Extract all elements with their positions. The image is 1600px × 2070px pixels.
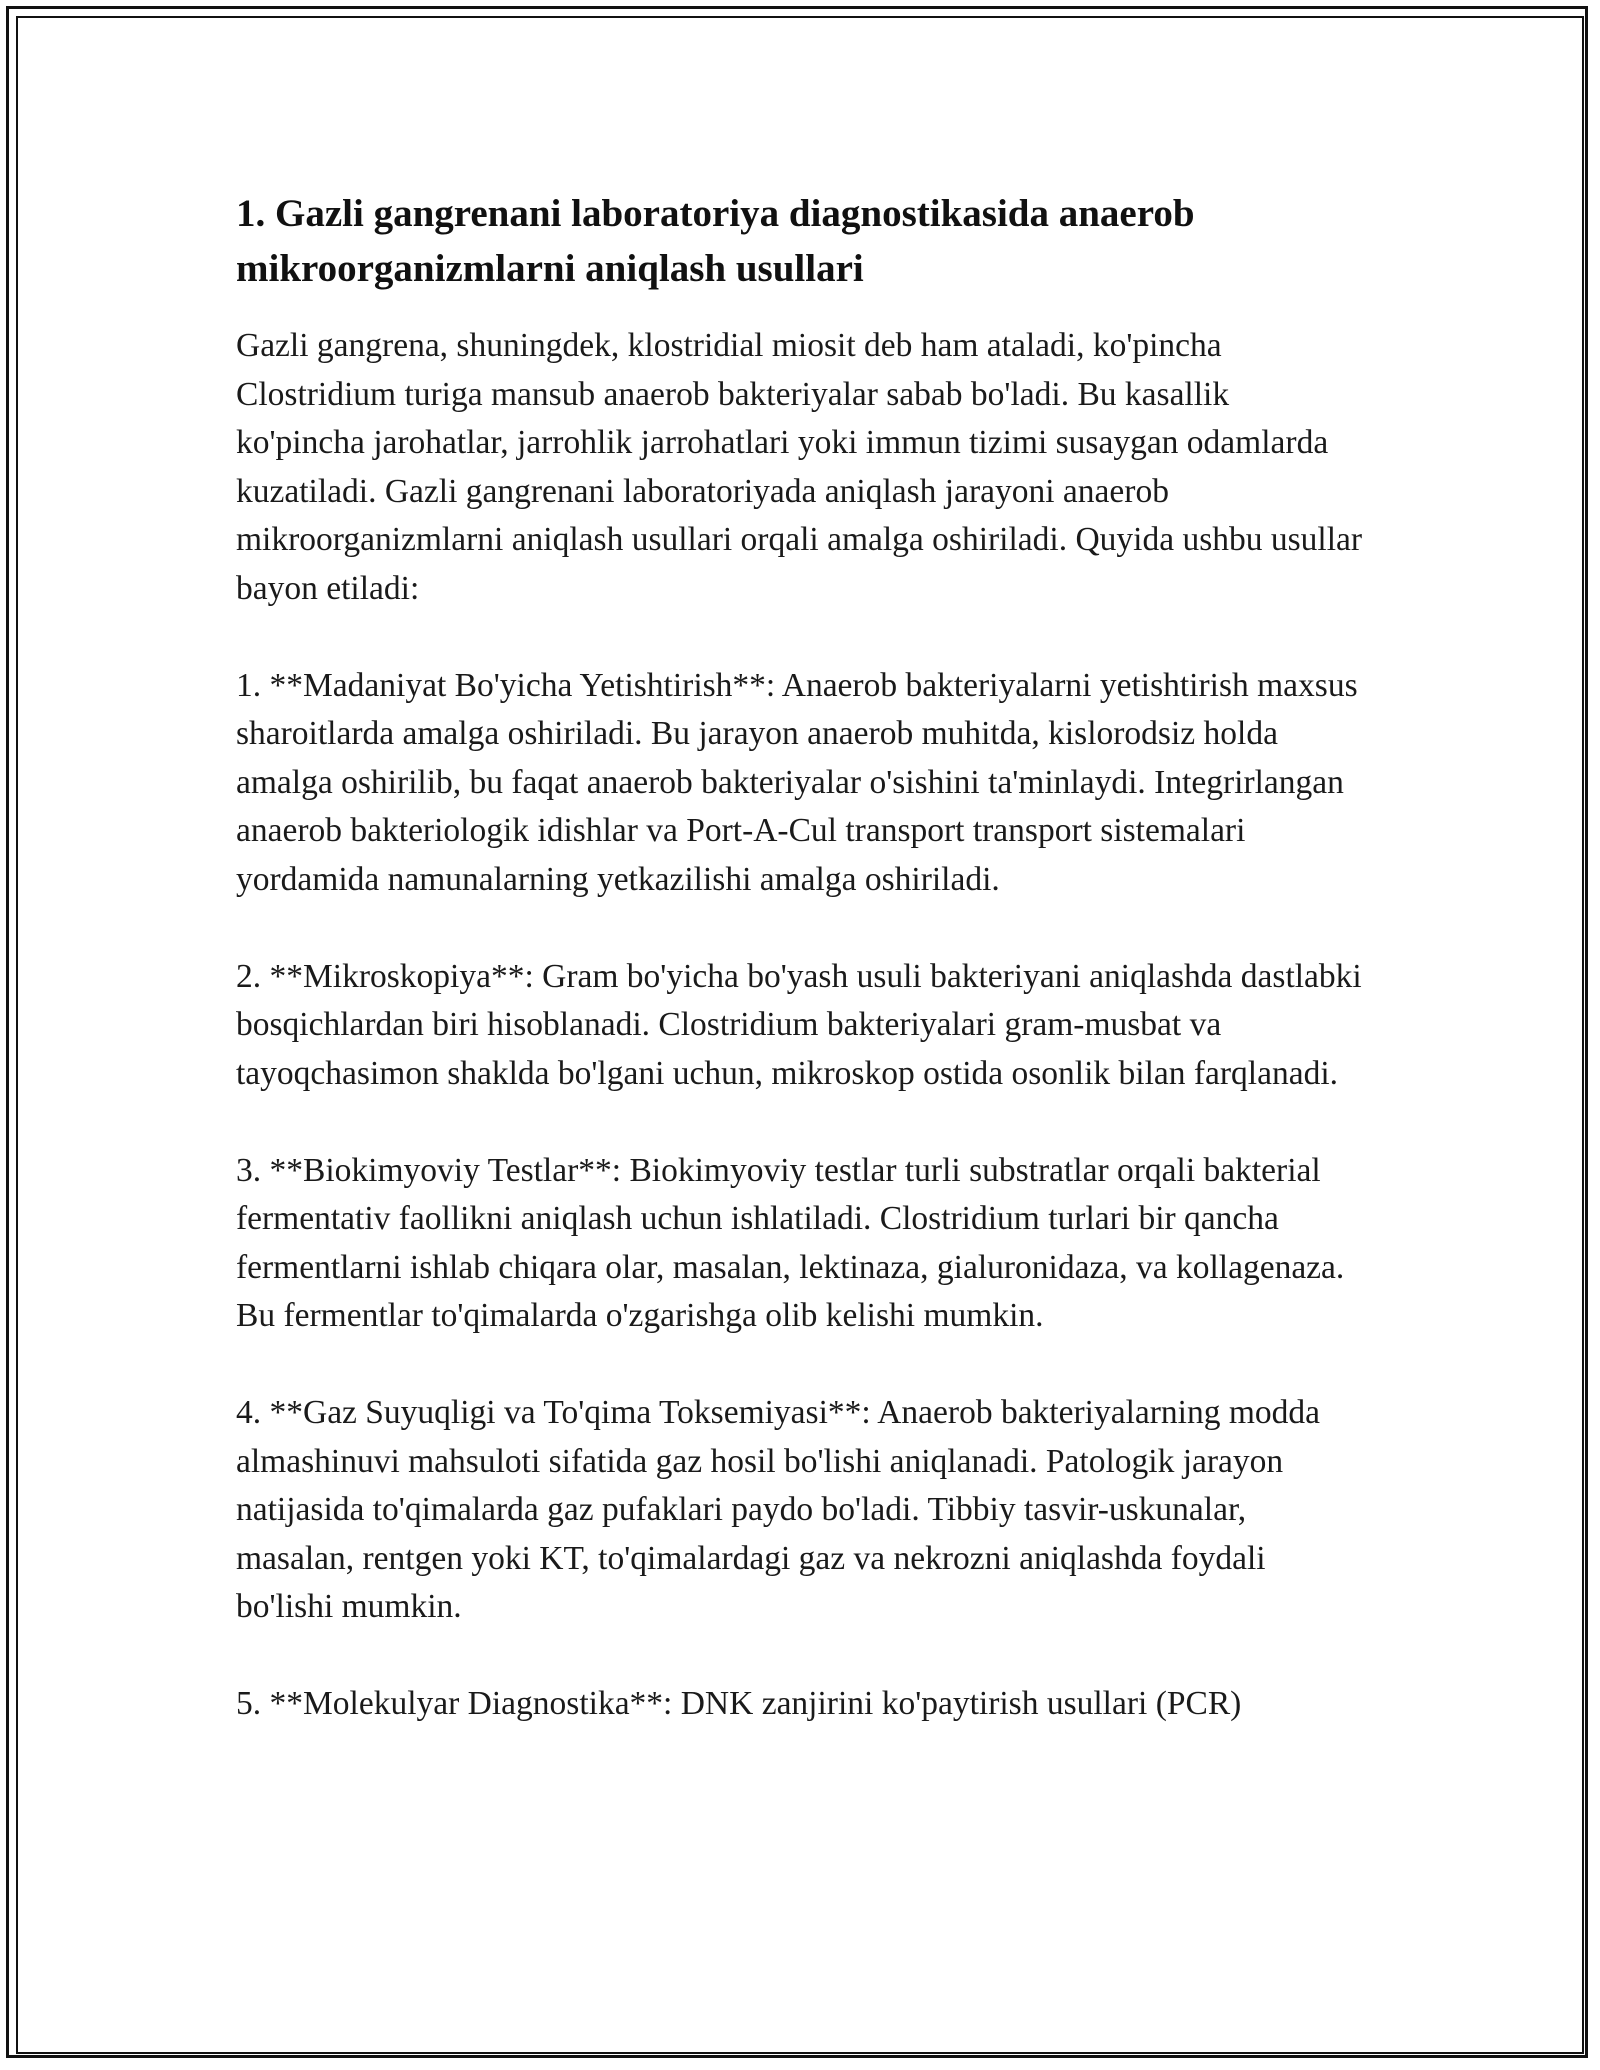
document-body: [236, 186, 1366, 1729]
method-microscopy-paragraph: 2. **Mikroskopiya**: Gram bo'yicha bo'yash usuli bakteriyani aniqlashda dastlabki bosqichlardan biri hisoblanadi. Clostridium bakteriyalari gram-musbat va tayoqchasimon shaklda bo'lgani uchun, mikroskop ostida osonlik bilan farqlanadi.: [236, 957, 1362, 1092]
method-molecular-paragraph: 5. **Molekulyar Diagnostika**: DNK zanjirini ko'paytirish usullari (PCR): [236, 1685, 1242, 1722]
method-gas-toxemia-paragraph: 4. **Gaz Suyuqligi va To'qima Toksemiyasi**: Anaerob bakteriyalarning modda almashinuvi mahsuloti sifatida gaz hosil bo'lishi aniqlanadi. Patologik jarayon natijasida to'qimalarda gaz pufaklari paydo bo'ladi. Tibbiy tasvir-uskunalar, masalan, rentgen yoki KT, to'qimalardagi gaz va nekrozni aniqlashda foydali bo'lishi mumkin.: [236, 1394, 1321, 1625]
method-culture-paragraph: 1. **Madaniyat Bo'yicha Yetishtirish**: Anaerob bakteriyalarni yetishtirish maxsus sharoitlarda amalga oshiriladi. Bu jarayon anaerob muhitda, kislorodsiz holda amalga oshirilib, bu faqat anaerob bakteriyalar o'sishini ta'minlaydi. Integrirlangan anaerob bakteriologik idishlar va Port-A-Cul transport transport sistemalari yordamida namunalarning yetkazilishi amalga oshiriladi.: [236, 666, 1358, 898]
document-title: 1. Gazli gangrenani laboratoriya diagnostikasida anaerob mikroorganizmlarni aniqlash usullari: [236, 192, 1195, 290]
method-biochemical-paragraph: 3. **Biokimyoviy Testlar**: Biokimyoviy testlar turli substratlar orqali bakterial fermentativ faollikni aniqlash uchun ishlatiladi. Clostridium turlari bir qancha fermentlarni ishlab chiqara olar, masalan, lektinaza, gialuronidaza, va kollagenaza. Bu fermentlar to'qimalarda o'zgarishga olib kelishi mumkin.: [236, 1151, 1345, 1334]
intro-paragraph: Gazli gangrena, shuningdek, klostridial miosit deb ham ataladi, ko'pincha Clostridium turiga mansub anaerob bakteriyalar sabab bo'ladi. Bu kasallik ko'pincha jarohatlar, jarrohlik jarrohatlari yoki immun tizimi susaygan odamlarda kuzatiladi. Gazli gangrenani laboratoriyada aniqlash jarayoni anaerob mikroorganizmlarni aniqlash usullari orqali amalga oshiriladi. Quyida ushbu usullar bayon etiladi:: [236, 327, 1363, 607]
